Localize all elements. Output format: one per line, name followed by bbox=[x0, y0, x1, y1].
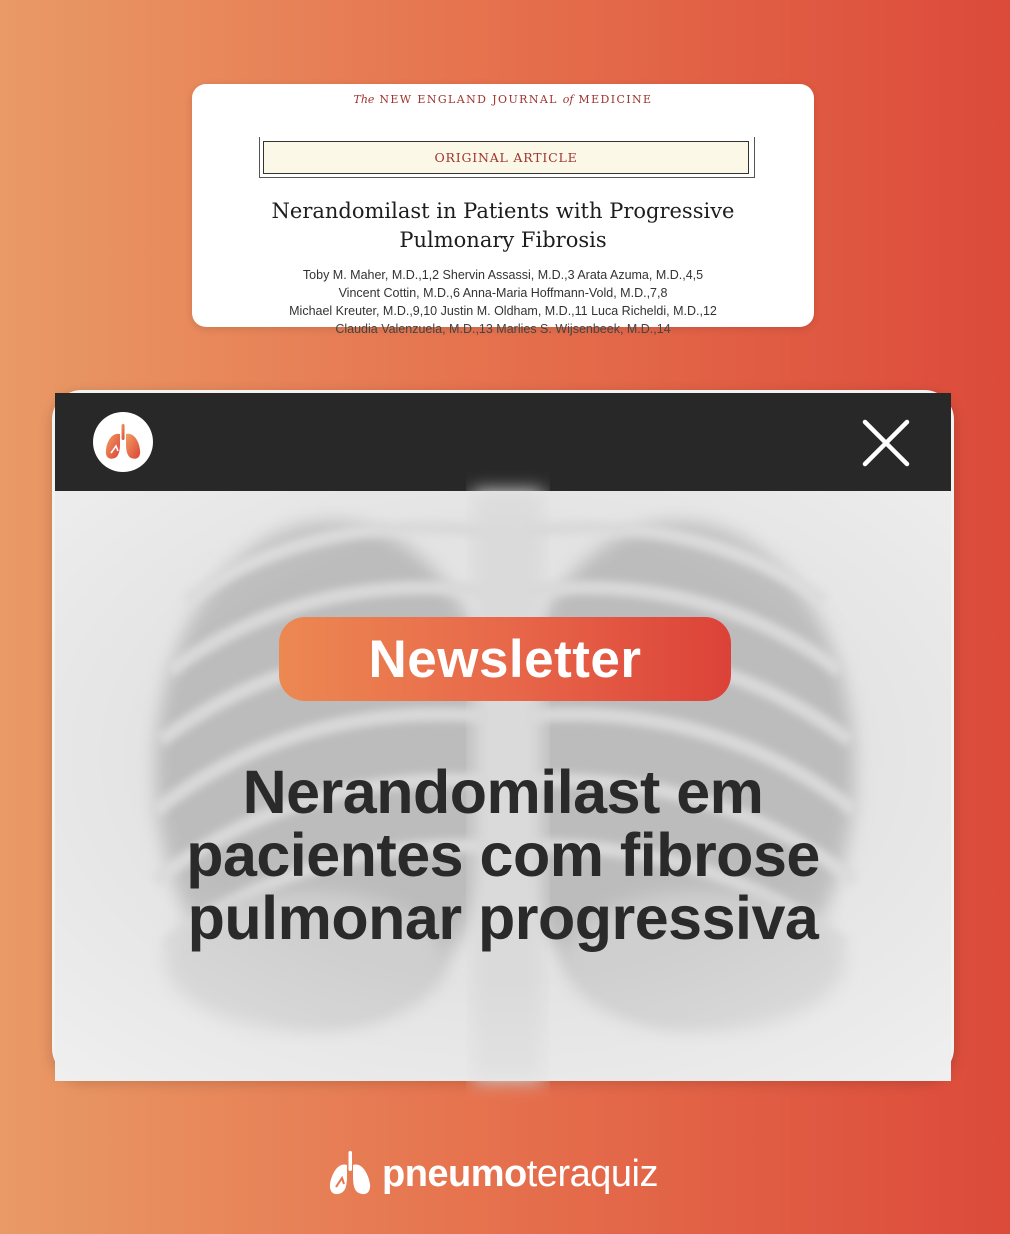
lungs-logo-icon bbox=[326, 1149, 374, 1199]
journal-the: The bbox=[353, 93, 375, 106]
authors-line: Toby M. Maher, M.D.,1,2 Shervin Assassi, M.D.,3 Arata Azuma, M.D.,4,5 bbox=[302, 268, 704, 282]
close-button[interactable] bbox=[861, 418, 911, 468]
authors-line: Claudia Valenzuela, M.D.,13 Marlies S. Wijsenbeek, M.D.,14 bbox=[335, 322, 671, 336]
newsletter-headline bbox=[75, 758, 931, 952]
brand-logo bbox=[326, 1148, 658, 1200]
brand-name-bold: pneumo bbox=[382, 1152, 527, 1195]
headline-line: pulmonar progressiva bbox=[187, 884, 819, 952]
authors-line: Michael Kreuter, M.D.,9,10 Justin M. Oldham, M.D.,11 Luca Richeldi, M.D.,12 bbox=[289, 304, 717, 318]
article-title-line: Pulmonary Fibrosis bbox=[399, 228, 607, 252]
brand-name-regular: teraquiz bbox=[526, 1152, 658, 1195]
journal-header bbox=[192, 93, 814, 106]
lungs-logo-icon bbox=[101, 420, 145, 464]
journal-name-b: MEDICINE bbox=[578, 93, 653, 106]
article-snippet-card bbox=[192, 84, 814, 336]
headline-line: Nerandomilast em bbox=[242, 758, 764, 826]
newsletter-window bbox=[52, 390, 954, 1078]
brand-name bbox=[382, 1153, 658, 1196]
journal-of: of bbox=[562, 93, 574, 106]
window-body bbox=[55, 491, 951, 1075]
window-title-bar bbox=[55, 393, 951, 491]
article-type-label: ORIGINAL ARTICLE bbox=[263, 141, 749, 174]
newsletter-badge: Newsletter bbox=[279, 617, 731, 701]
headline-line: pacientes com fibrose bbox=[186, 821, 820, 889]
journal-name-a: NEW ENGLAND JOURNAL bbox=[379, 93, 558, 106]
article-authors bbox=[222, 266, 784, 338]
avatar[interactable] bbox=[93, 412, 153, 472]
article-title bbox=[232, 197, 774, 255]
authors-line: Vincent Cottin, M.D.,6 Anna-Maria Hoffmann-Vold, M.D.,7,8 bbox=[338, 286, 668, 300]
close-icon bbox=[861, 418, 911, 468]
article-title-line: Nerandomilast in Patients with Progressive bbox=[271, 199, 735, 223]
